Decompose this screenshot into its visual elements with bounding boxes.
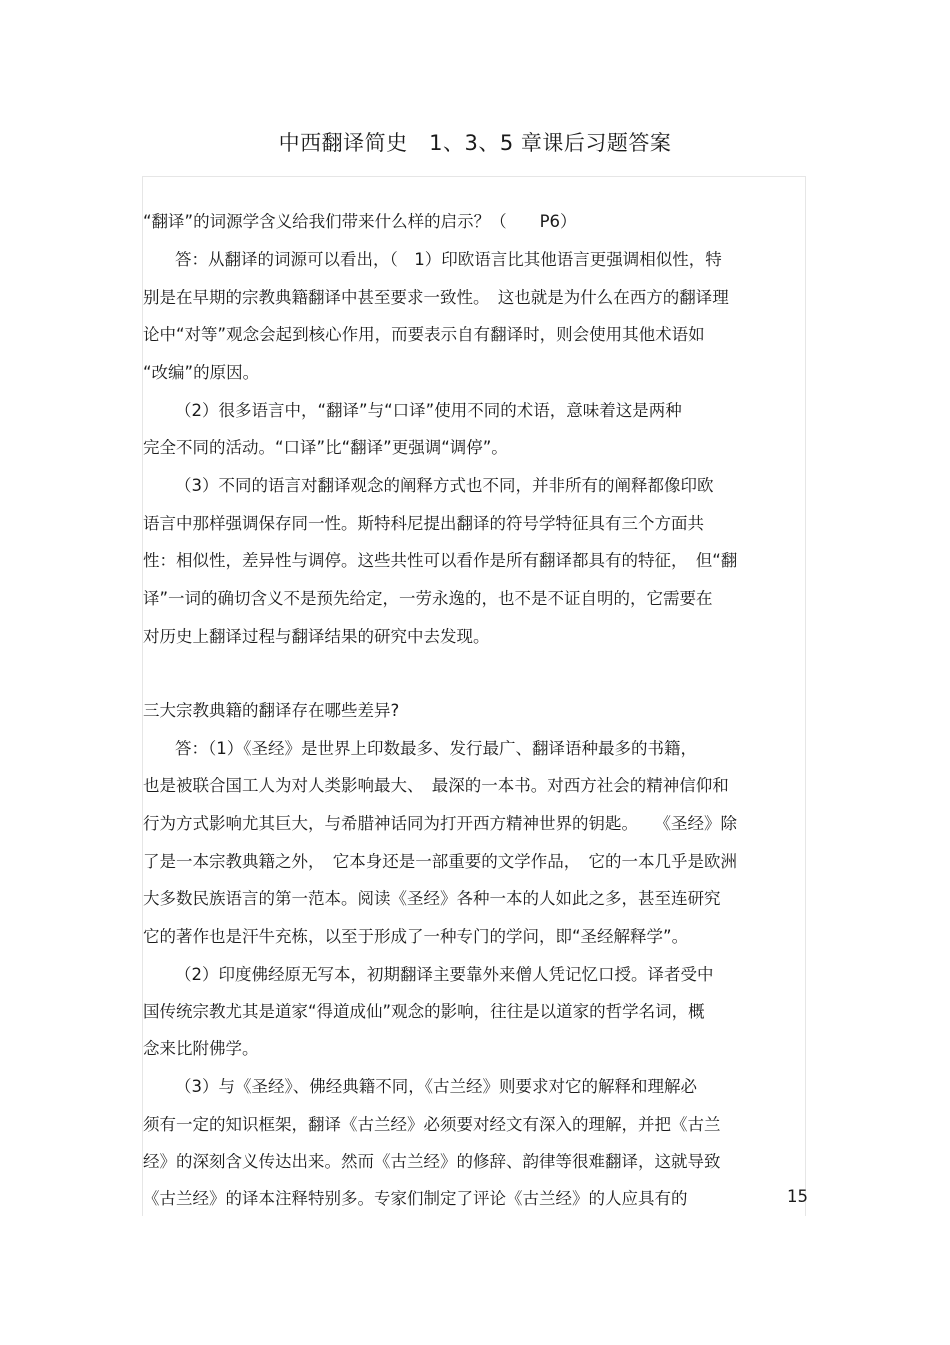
q1-answer-line: 答：从翻译的词源可以看出，（ 1）印欧语言比其他语言更强调相似性，特 xyxy=(175,250,722,269)
question-2: 三大宗教典籍的翻译存在哪些差异? xyxy=(143,701,400,720)
q1-answer-line: “改编”的原因。 xyxy=(143,363,260,382)
q2-answer-line: 《古兰经》的译本注释特别多。专家们制定了评论《古兰经》的人应具有的 xyxy=(143,1189,688,1208)
q2-answer-line: 大多数民族语言的第一范本。阅读《圣经》各种一本的人如此之多，甚至连研究 xyxy=(143,889,721,908)
q1-answer-line: 语言中那样强调保存同一性。斯特科尼提出翻译的符号学特征具有三个方面共 xyxy=(143,514,704,533)
q2-answer-line: （2）印度佛经原无写本，初期翻译主要靠外来僧人凭记忆口授。译者受中 xyxy=(175,965,714,984)
q1-answer-line: （2）很多语言中，“翻译”与“口译”使用不同的术语，意味着这是两种 xyxy=(175,401,682,420)
page-number: 15 xyxy=(787,1187,808,1206)
q2-answer-line: 了是一本宗教典籍之外， 它本身还是一部重要的文学作品， 它的一本几乎是欧洲 xyxy=(143,852,737,871)
q1-answer-line: 完全不同的活动。“口译”比“翻译”更强调“调停”。 xyxy=(143,438,508,457)
q2-answer-line: 经》的深刻含义传达出来。然而《古兰经》的修辞、韵律等很难翻译，这就导致 xyxy=(143,1152,721,1171)
q1-answer-line: 别是在早期的宗教典籍翻译中甚至要求一致性。 这也就是为什么在西方的翻译理 xyxy=(143,288,729,307)
q2-answer-line: 须有一定的知识框架，翻译《古兰经》必须要对经文有深入的理解，并把《古兰 xyxy=(143,1115,721,1134)
q2-answer-line: （3）与《圣经》、佛经典籍不同，《古兰经》则要求对它的解释和理解必 xyxy=(175,1077,697,1096)
q2-answer-line: 也是被联合国工人为对人类影响最大、 最深的一本书。对西方社会的精神信仰和 xyxy=(143,776,729,795)
q2-answer-line: 答：（1）《圣经》是世界上印数最多、发行最广、翻译语种最多的书籍， xyxy=(175,739,697,758)
q1-answer-line: 论中“对等”观念会起到核心作用，而要表示自有翻译时，则会使用其他术语如 xyxy=(143,325,705,344)
q2-answer-line: 国传统宗教尤其是道家“得道成仙”观念的影响，往往是以道家的哲学名词，概 xyxy=(143,1002,705,1021)
q1-answer-line: 对历史上翻译过程与翻译结果的研究中去发现。 xyxy=(143,627,490,646)
question-1: “翻译”的词源学含义给我们带来什么样的启示？（ P6） xyxy=(143,212,577,231)
q1-answer-line: （3）不同的语言对翻译观念的阐释方式也不同，并非所有的阐释都像印欧 xyxy=(175,476,714,495)
q2-answer-line: 行为方式影响尤其巨大，与希腊神话同为打开西方精神世界的钥匙。 《圣经》除 xyxy=(143,814,737,833)
q2-answer-line: 念来比附佛学。 xyxy=(143,1039,259,1058)
document-title: 中西翻译简史 1、3、5 章课后习题答案 xyxy=(278,131,672,155)
q1-answer-line: 性：相似性，差异性与调停。这些共性可以看作是所有翻译都具有的特征， 但“翻 xyxy=(143,551,738,570)
q2-answer-line: 它的著作也是汗牛充栋，以至于形成了一种专门的学问，即“圣经解释学”。 xyxy=(143,927,689,946)
q1-answer-line: 译”一词的确切含义不是预先给定，一劳永逸的，也不是不证自明的，它需要在 xyxy=(143,589,713,608)
